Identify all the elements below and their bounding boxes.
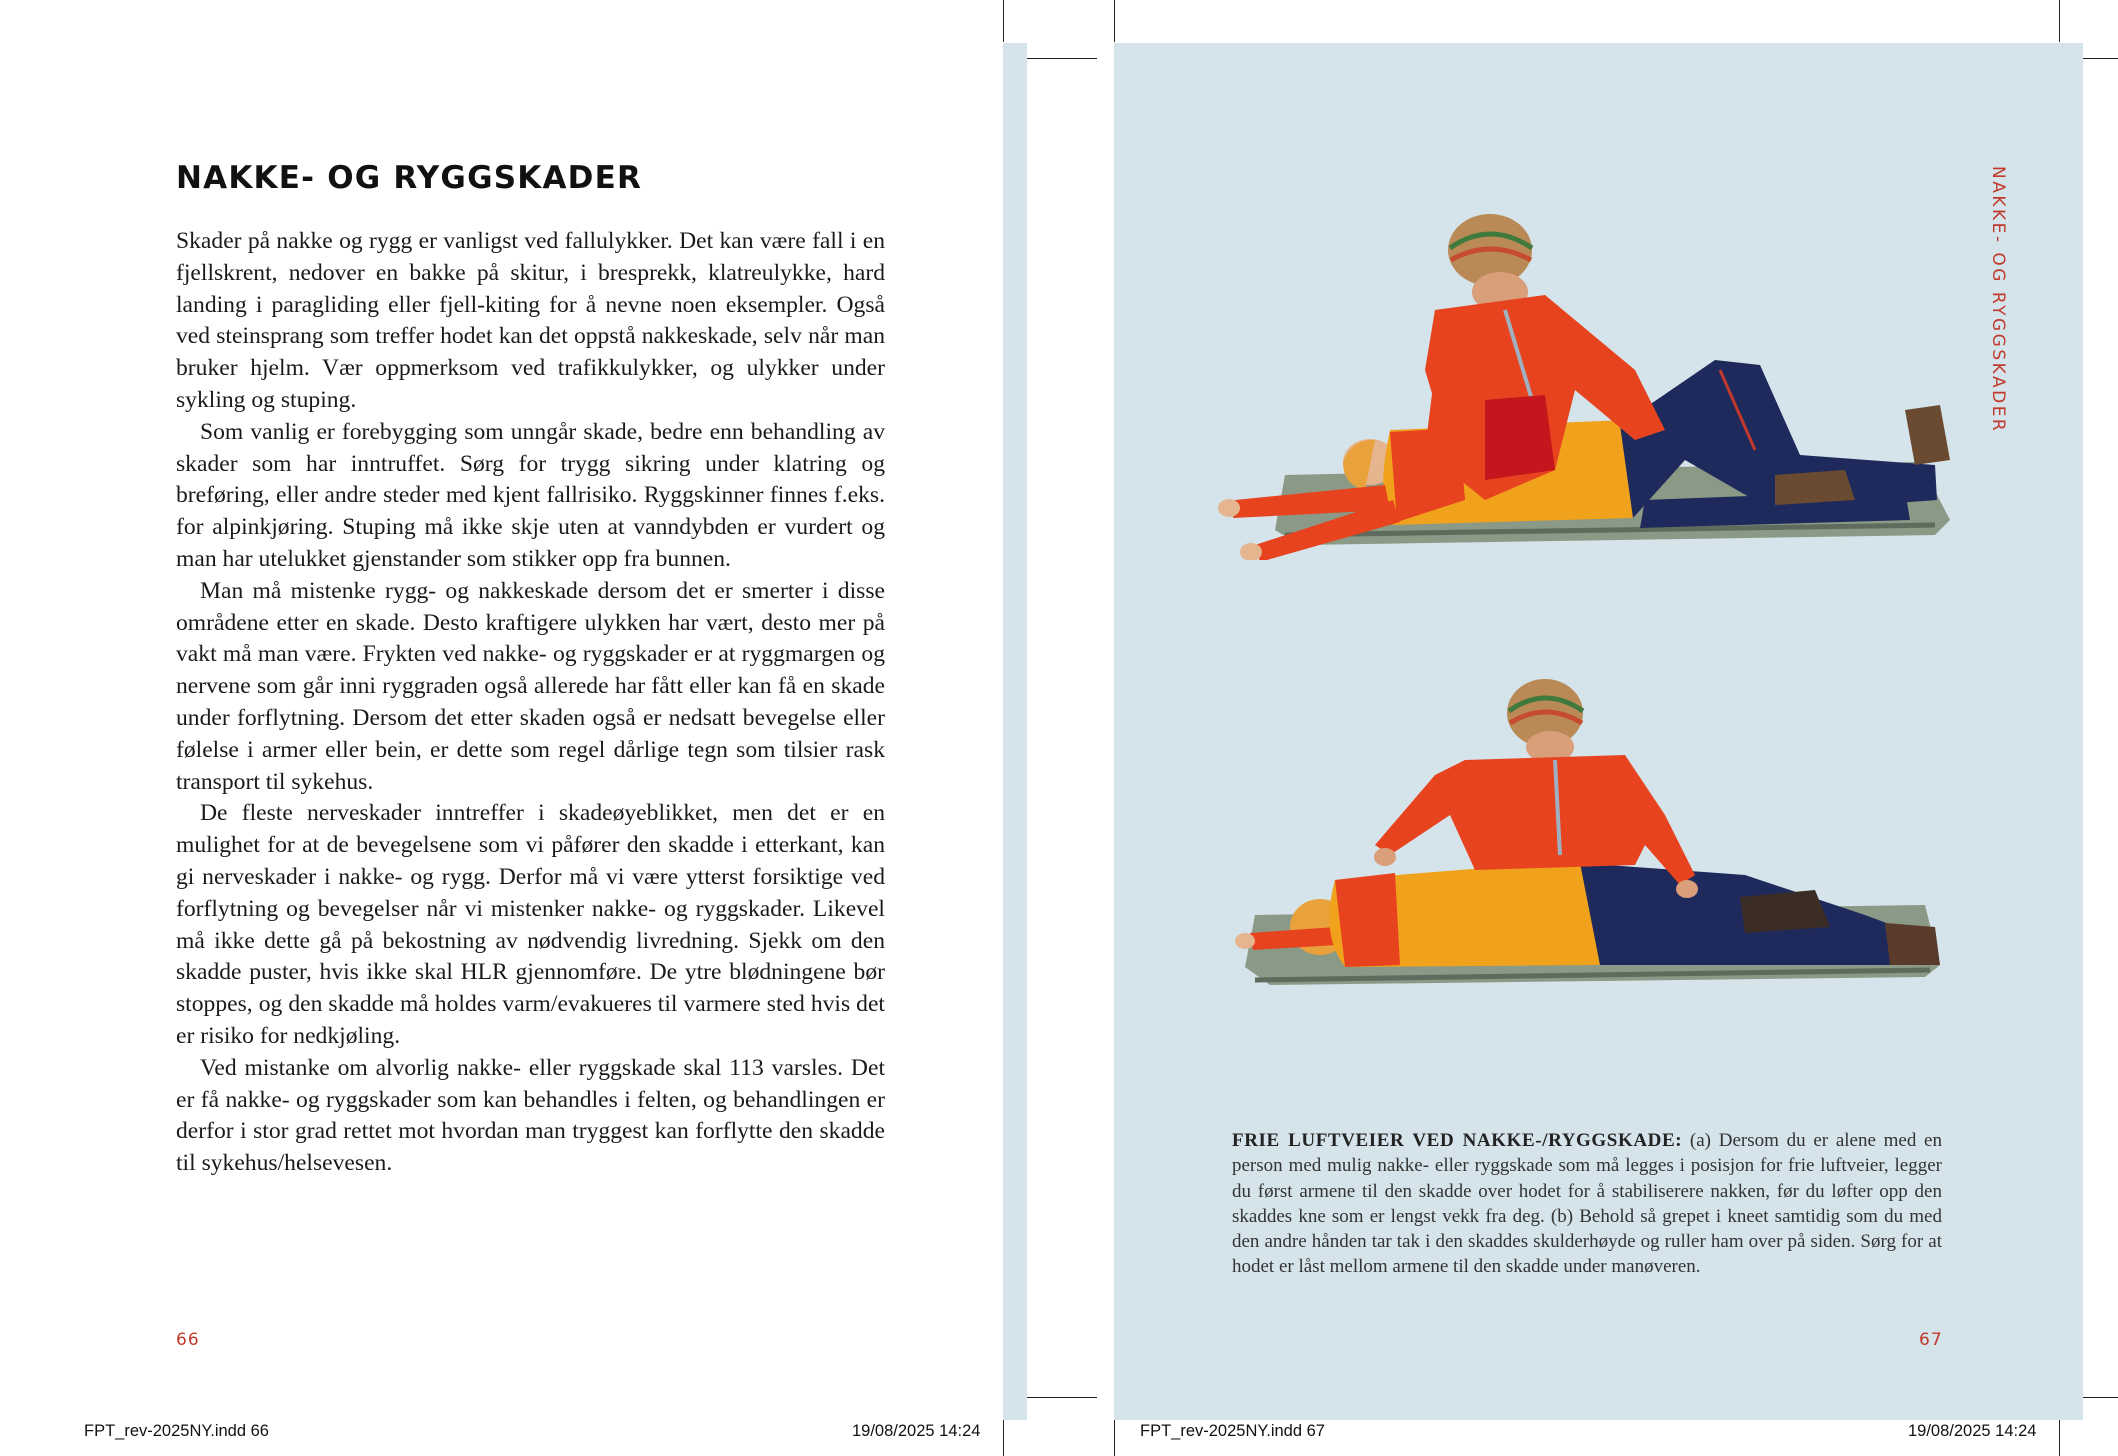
- helper-jacket: [1375, 755, 1695, 885]
- page-heading: NAKKE- OG RYGGSKADER: [176, 160, 643, 196]
- paragraph: Skader på nakke og rygg er vanligst ved fallulykker. Det kan være fall i en fjellskrent, nedover en bakke på skitur, i bresprekk, klatreulykke, hard landing i paragliding eller fjell-kiting for å nevne noen eksempler. Også ved steinsprang som treffer hodet kan det oppstå nakkeskade, selv når man bruker hjelm. Vær oppmerksom ved trafikkulykker, og ulykker under sykling og stuping.: [176, 228, 885, 413]
- crop-mark: [1027, 58, 1097, 59]
- crop-mark: [1114, 1414, 1115, 1456]
- crop-mark: [1003, 1414, 1004, 1456]
- body-text: [176, 226, 885, 1180]
- crop-mark: [1027, 1397, 1097, 1398]
- photo-a: [1215, 200, 1955, 560]
- boot: [1740, 890, 1830, 933]
- boot: [1905, 405, 1950, 465]
- caption-body: (a) Dersom du er alene med en person med mulig nakke- eller ryggskade som må legges i posisjon for frie luftveier, legger du først armene til den skadde over hodet for å stabiliserere nakken, før du løfter opp den skaddes kne som er lengst vekk fra deg. (b) Behold så grepet i kneet samtidig som du med den andre hånden tar tak i den skaddes skulderhøyde og ruller ham over på siden. Sørg for at hodet er låst mellom armene til den skadde under manøveren.: [1232, 1130, 1942, 1278]
- crop-mark: [1003, 0, 1004, 42]
- crop-mark: [2059, 0, 2060, 42]
- page-number-left: 66: [176, 1330, 200, 1350]
- slug-file-right: FPT_rev-2025NY.indd 67: [1140, 1422, 1325, 1440]
- slug-file-left: FPT_rev-2025NY.indd 66: [84, 1422, 269, 1440]
- paragraph: De fleste nerveskader inntreffer i skadeøyeblikket, men det er en mulighet for at de bevegelsene som vi påfører den skadde i etterkant, kan gi nerveskader i nakke- og rygg. Derfor må vi være ytterst forsiktige ved forflytning og bevegelser når vi mistenker nakke- og ryggskader. Likevel må ikke dette gå på bekostning av nødvendig livredning. Sjekk om den skadde puster, hvis ikke skal HLR gjennomføre. De ytre blødningene bør stoppes, og den skadde må holdes varm/evakueres til varmere sted hvis det er risiko for nedkjøling.: [176, 800, 885, 1049]
- caption-heading: FRIE LUFTVEIER VED NAKKE-/RYGGSKADE:: [1232, 1130, 1683, 1151]
- paragraph: Man må mistenke rygg- og nakkeskade dersom det er smerter i disse områdene etter en skade. Desto kraftigere ulykken har vært, desto mer på vakt må man være. Frykten ved nakke- og ryggskader er at ryggmargen og nervene som går inni ryggraden også allerede har fått eller kan få en skade under forflytning. Dersom det etter skaden også er nedsatt bevegelse eller følelse i armer eller bein, er dette som regel dårlige tegn som tilsier rask transport til sykehus.: [176, 577, 885, 795]
- paragraph: Som vanlig er forebygging som unngår skade, bedre enn behandling av skader som har inntruffet. Sørg for trygg sikring under klatring og breføring, eller andre steder med kjent fallrisiko. Ryggskinner finnes f.eks. for alpinkjøring. Stuping må ikke skje uten at vanndybden er vurdert og man har utelukket gjenstander som stikker opp fra bunnen.: [176, 418, 885, 572]
- color-bleed: [1003, 43, 1027, 1420]
- photo-b: [1225, 665, 1955, 1015]
- slug-date-right: 19/08/2025 14:24: [1908, 1422, 2037, 1440]
- running-head-vertical: NAKKE- OG RYGGSKADER: [1988, 166, 2008, 434]
- slug-date-left: 19/08/2025 14:24: [852, 1422, 981, 1440]
- boot: [1775, 470, 1855, 505]
- paragraph: Ved mistanke om alvorlig nakke- eller ryggskade skal 113 varsles. Det er få nakke- og ryggskader som kan behandles i felten, og behandlingen er derfor i stor grad rettet mot hvordan man tryggest kan forflytte den skadde til sykehus/helsevesen.: [176, 1054, 885, 1177]
- crop-mark: [2059, 1414, 2060, 1456]
- crop-mark: [1114, 0, 1115, 42]
- boot: [1885, 923, 1940, 965]
- crop-mark: [2083, 58, 2118, 59]
- figure-caption: [1232, 1128, 1942, 1280]
- page-number-right: 67: [1919, 1330, 1943, 1350]
- crop-mark: [2083, 1397, 2118, 1398]
